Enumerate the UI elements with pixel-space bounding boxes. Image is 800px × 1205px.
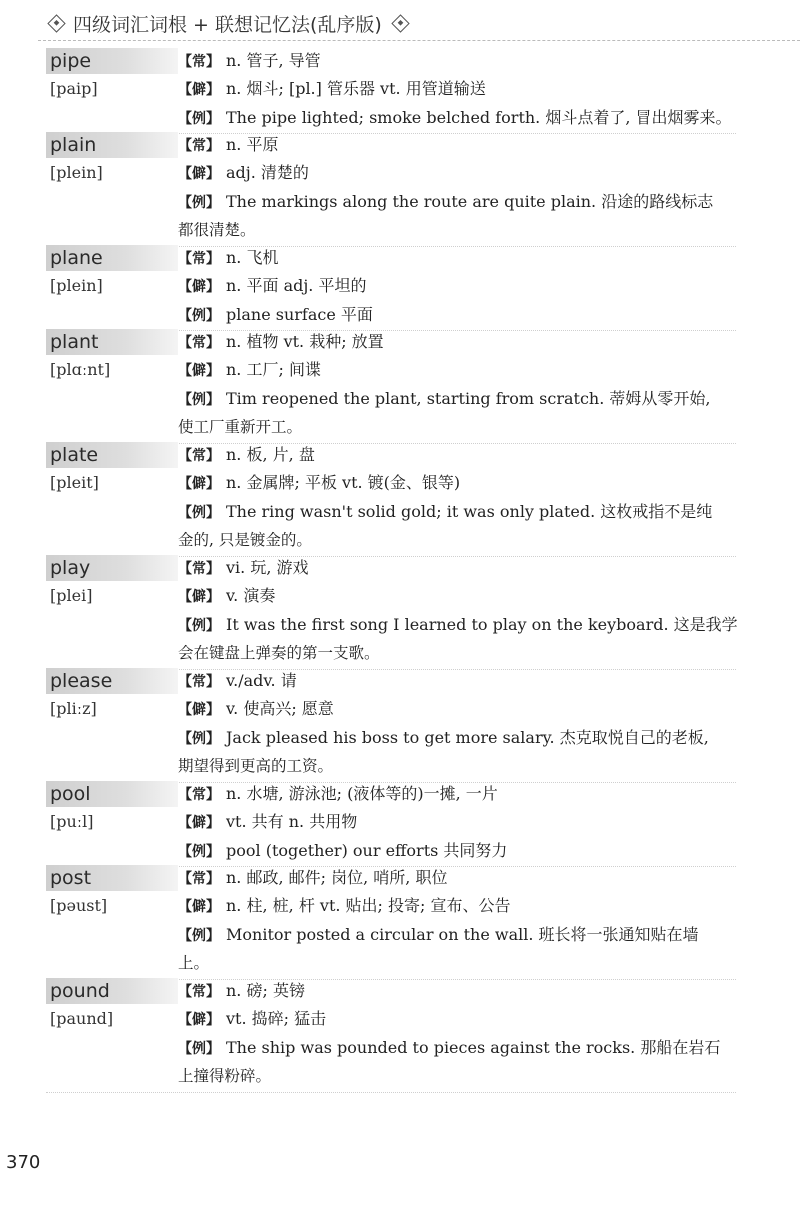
label-tag: 【僻】 bbox=[178, 363, 220, 379]
headword: pound bbox=[46, 978, 178, 1004]
example-sentence-text: plane surface 平面 bbox=[226, 305, 373, 324]
rare-meaning-text: adj. 清楚的 bbox=[226, 163, 309, 182]
example-sentence-text: The pipe lighted; smoke belched forth. 烟斗点着了, 冒出烟雾来。 bbox=[226, 108, 732, 127]
rare-meaning-text: n. 工厂; 间谍 bbox=[226, 360, 321, 379]
word-entry bbox=[0, 442, 800, 555]
label-tag: 【例】 bbox=[178, 505, 220, 521]
example-continuation: 金的, 只是镀金的。 bbox=[178, 531, 312, 549]
example-continuation: 会在键盘上弹奏的第一支歌。 bbox=[178, 644, 380, 662]
example-sentence bbox=[178, 836, 718, 865]
label-tag: 【常】 bbox=[178, 561, 220, 577]
headword: post bbox=[46, 865, 178, 891]
book-title: 四级词汇词根 + 联想记忆法(乱序版) bbox=[73, 13, 382, 36]
common-meaning-text: n. 板, 片, 盘 bbox=[226, 445, 315, 464]
word-entry bbox=[0, 245, 800, 329]
common-meaning bbox=[178, 781, 718, 807]
phonetic: [pəust] bbox=[50, 896, 108, 915]
phonetic: [plein] bbox=[50, 276, 103, 295]
common-meaning bbox=[178, 978, 720, 1004]
common-meaning-text: n. 磅; 英镑 bbox=[226, 981, 305, 1000]
running-header bbox=[38, 6, 800, 41]
entry-divider bbox=[46, 1092, 736, 1093]
label-tag: 【僻】 bbox=[178, 1012, 220, 1028]
rare-meaning-text: n. 柱, 桩, 杆 vt. 贴出; 投寄; 宣布、公告 bbox=[226, 896, 511, 915]
rare-meaning bbox=[178, 355, 718, 384]
label-tag: 【常】 bbox=[178, 984, 220, 1000]
label-tag: 【常】 bbox=[178, 674, 220, 690]
label-tag: 【僻】 bbox=[178, 899, 220, 915]
phonetic: [plein] bbox=[50, 163, 103, 182]
example-continuation: 期望得到更高的工资。 bbox=[178, 757, 334, 775]
rare-meaning-text: n. 烟斗; [pl.] 管乐器 vt. 用管道输送 bbox=[226, 79, 486, 98]
headword: plate bbox=[46, 442, 178, 468]
label-tag: 【僻】 bbox=[178, 82, 220, 98]
label-tag: 【常】 bbox=[178, 871, 220, 887]
example-sentence-text: pool (together) our efforts 共同努力 bbox=[226, 841, 508, 860]
word-entry bbox=[0, 329, 800, 442]
rare-meaning-text: n. 平面 adj. 平坦的 bbox=[226, 276, 367, 295]
common-meaning bbox=[178, 48, 732, 74]
common-meaning-text: vi. 玩, 游戏 bbox=[226, 558, 309, 577]
example-continuation: 上。 bbox=[178, 954, 210, 972]
phonetic: [pliːz] bbox=[50, 699, 97, 718]
word-entry bbox=[0, 132, 800, 245]
word-entry bbox=[0, 978, 800, 1091]
label-tag: 【常】 bbox=[178, 335, 220, 351]
rare-meaning-text: v. 演奏 bbox=[226, 586, 276, 605]
common-meaning-text: n. 管子, 导管 bbox=[226, 51, 321, 70]
common-meaning-text: n. 植物 vt. 栽种; 放置 bbox=[226, 332, 384, 351]
example-sentence bbox=[178, 723, 718, 752]
example-continuation: 上撞得粉碎。 bbox=[178, 1067, 272, 1085]
rare-meaning bbox=[178, 468, 718, 497]
rare-meaning bbox=[178, 694, 718, 723]
example-sentence bbox=[178, 920, 718, 949]
label-tag: 【例】 bbox=[178, 928, 220, 944]
label-tag: 【例】 bbox=[178, 844, 220, 860]
example-sentence-text: It was the first song I learned to play on the keyboard. 这是我学 bbox=[226, 615, 738, 634]
label-tag: 【僻】 bbox=[178, 166, 220, 182]
common-meaning bbox=[178, 329, 718, 355]
label-tag: 【例】 bbox=[178, 308, 220, 324]
headword: pipe bbox=[46, 48, 178, 74]
label-tag: 【僻】 bbox=[178, 702, 220, 718]
common-meaning bbox=[178, 442, 718, 468]
phonetic: [plei] bbox=[50, 586, 93, 605]
page-number: 370 bbox=[6, 1152, 41, 1173]
example-sentence-text: Monitor posted a circular on the wall. 班长将一张通知贴在墙 bbox=[226, 925, 699, 944]
word-entry bbox=[0, 781, 800, 865]
example-sentence-text: The ring wasn't solid gold; it was only plated. 这枚戒指不是纯 bbox=[226, 502, 713, 521]
headword: play bbox=[46, 555, 178, 581]
common-meaning-text: n. 邮政, 邮件; 岗位, 哨所, 职位 bbox=[226, 868, 448, 887]
common-meaning-text: n. 飞机 bbox=[226, 248, 279, 267]
label-tag: 【僻】 bbox=[178, 279, 220, 295]
phonetic: [paund] bbox=[50, 1009, 114, 1028]
example-sentence bbox=[178, 497, 718, 526]
rare-meaning-text: vt. 捣碎; 猛击 bbox=[226, 1009, 327, 1028]
label-tag: 【常】 bbox=[178, 54, 220, 70]
label-tag: 【常】 bbox=[178, 138, 220, 154]
example-sentence-text: Jack pleased his boss to get more salary. 杰克取悦自己的老板, bbox=[226, 728, 709, 747]
label-tag: 【僻】 bbox=[178, 815, 220, 831]
label-tag: 【例】 bbox=[178, 111, 220, 127]
common-meaning bbox=[178, 245, 718, 271]
example-sentence-text: The ship was pounded to pieces against the rocks. 那船在岩石 bbox=[226, 1038, 721, 1057]
phonetic: [puːl] bbox=[50, 812, 94, 831]
label-tag: 【例】 bbox=[178, 1041, 220, 1057]
label-tag: 【常】 bbox=[178, 787, 220, 803]
rare-meaning-text: n. 金属牌; 平板 vt. 镀(金、银等) bbox=[226, 473, 461, 492]
example-continuation: 都很清楚。 bbox=[178, 221, 256, 239]
headword: plant bbox=[46, 329, 178, 355]
common-meaning-text: n. 水塘, 游泳池; (液体等的)一摊, 一片 bbox=[226, 784, 498, 803]
example-sentence bbox=[178, 300, 718, 329]
common-meaning bbox=[178, 668, 718, 694]
label-tag: 【例】 bbox=[178, 618, 220, 634]
word-entry bbox=[0, 555, 800, 668]
label-tag: 【例】 bbox=[178, 392, 220, 408]
common-meaning bbox=[178, 555, 738, 581]
word-entry bbox=[0, 48, 800, 132]
phonetic: [paip] bbox=[50, 79, 98, 98]
example-sentence bbox=[178, 1033, 720, 1062]
label-tag: 【僻】 bbox=[178, 589, 220, 605]
headword: plain bbox=[46, 132, 178, 158]
example-sentence bbox=[178, 384, 718, 413]
rare-meaning bbox=[178, 158, 718, 187]
rare-meaning-text: v. 使高兴; 愿意 bbox=[226, 699, 334, 718]
label-tag: 【常】 bbox=[178, 448, 220, 464]
example-sentence bbox=[178, 187, 718, 216]
phonetic: [pleit] bbox=[50, 473, 99, 492]
common-meaning bbox=[178, 132, 718, 158]
rare-meaning bbox=[178, 1004, 720, 1033]
label-tag: 【僻】 bbox=[178, 476, 220, 492]
phonetic: [plɑːnt] bbox=[50, 360, 111, 379]
rare-meaning bbox=[178, 271, 718, 300]
rare-meaning bbox=[178, 74, 732, 103]
label-tag: 【例】 bbox=[178, 195, 220, 211]
word-entry bbox=[0, 668, 800, 781]
example-sentence bbox=[178, 103, 732, 132]
example-continuation: 使工厂重新开工。 bbox=[178, 418, 303, 436]
rare-meaning bbox=[178, 891, 718, 920]
rare-meaning bbox=[178, 581, 738, 610]
example-sentence bbox=[178, 610, 738, 639]
headword: pool bbox=[46, 781, 178, 807]
diamond-ornament-icon bbox=[47, 14, 65, 32]
label-tag: 【例】 bbox=[178, 731, 220, 747]
word-entry bbox=[0, 865, 800, 978]
label-tag: 【常】 bbox=[178, 251, 220, 267]
example-sentence-text: Tim reopened the plant, starting from scratch. 蒂姆从零开始, bbox=[226, 389, 711, 408]
diamond-ornament-icon bbox=[391, 14, 409, 32]
common-meaning-text: n. 平原 bbox=[226, 135, 279, 154]
rare-meaning bbox=[178, 807, 718, 836]
common-meaning bbox=[178, 865, 718, 891]
common-meaning-text: v./adv. 请 bbox=[226, 671, 297, 690]
headword: plane bbox=[46, 245, 178, 271]
headword: please bbox=[46, 668, 178, 694]
vocabulary-list bbox=[0, 48, 800, 1091]
rare-meaning-text: vt. 共有 n. 共用物 bbox=[226, 812, 358, 831]
example-sentence-text: The markings along the route are quite plain. 沿途的路线标志 bbox=[226, 192, 714, 211]
